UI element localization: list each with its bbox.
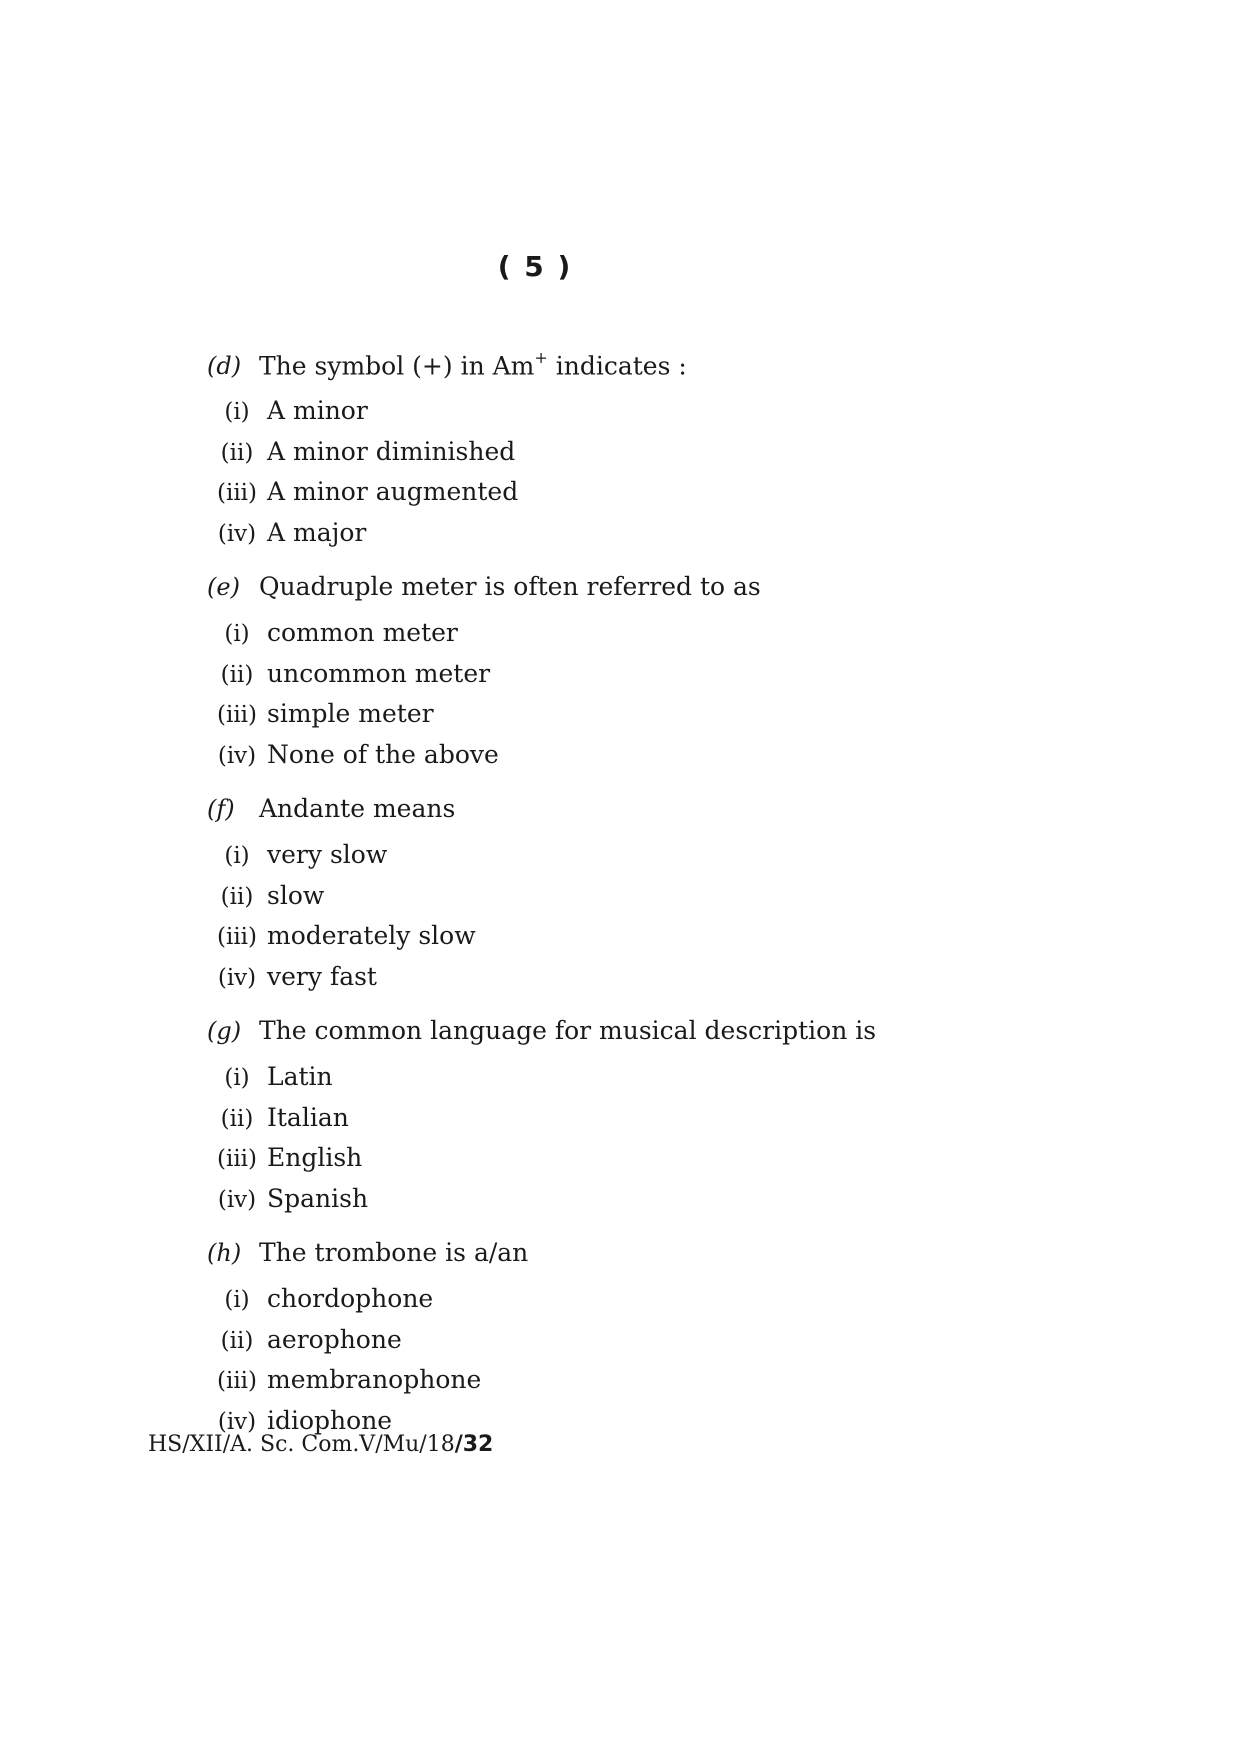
option-number: (i) (224, 621, 250, 647)
option-text: simple meter (267, 699, 434, 728)
option-item (207, 1325, 1107, 1366)
option-item (207, 840, 1107, 881)
question-f (207, 794, 1107, 1002)
option-number: (iv) (217, 1186, 257, 1213)
option-item (207, 1365, 1107, 1406)
question-text-part: indicates : (547, 351, 687, 381)
footer-code (148, 1432, 493, 1457)
question-list (207, 350, 1107, 1460)
option-item (207, 740, 1107, 781)
option-number: (iii) (216, 702, 257, 728)
option-list (207, 840, 1107, 1002)
question-e (207, 572, 1107, 780)
option-number: (ii) (220, 439, 254, 466)
option-item (207, 962, 1107, 1003)
question-d (207, 350, 1107, 558)
option-number: (iv) (217, 964, 257, 991)
option-number: (ii) (220, 883, 254, 910)
option-text: very slow (267, 840, 388, 869)
question-letter: (d) (207, 352, 242, 381)
option-item (207, 518, 1107, 559)
option-number: (iv) (217, 520, 257, 547)
superscript-plus: + (534, 348, 548, 367)
option-number: (iv) (217, 1408, 257, 1435)
option-text: A major (267, 517, 367, 547)
option-text: membranophone (267, 1365, 482, 1394)
option-text: slow (267, 880, 325, 910)
option-item (207, 437, 1107, 478)
option-number: (iii) (216, 1368, 257, 1394)
option-number: (i) (224, 1287, 250, 1313)
option-text: common meter (267, 618, 458, 647)
option-list (207, 1284, 1107, 1446)
option-text: A minor diminished (267, 436, 516, 466)
option-item (207, 396, 1107, 437)
option-item (207, 1184, 1107, 1225)
option-list (207, 618, 1107, 780)
option-list (207, 1062, 1107, 1224)
option-item (207, 881, 1107, 922)
option-number: (iii) (216, 480, 257, 506)
option-item (207, 659, 1107, 700)
option-number: (iii) (216, 1146, 257, 1172)
option-number: (iii) (216, 924, 257, 950)
footer-code-text: HS/XII/A. Sc. Com.V/Mu/18 (148, 1432, 455, 1457)
question-h (207, 1238, 1107, 1446)
option-text: moderately slow (267, 921, 476, 950)
question-g (207, 1016, 1107, 1224)
option-text: very fast (267, 961, 377, 991)
question-letter: (h) (207, 1239, 242, 1267)
question-letter: (f) (207, 795, 235, 823)
option-number: (i) (224, 1065, 250, 1091)
option-text: chordophone (267, 1284, 434, 1313)
question-text: Andante means (259, 794, 456, 823)
option-text: Spanish (267, 1183, 369, 1213)
option-number: (ii) (220, 661, 254, 688)
option-text: A minor augmented (267, 477, 519, 506)
question-text (259, 350, 687, 380)
question-text: Quadruple meter is often referred to as (259, 572, 761, 601)
option-number: (i) (224, 399, 250, 425)
option-text: A minor (267, 396, 368, 425)
option-item (207, 477, 1107, 518)
option-item (207, 1103, 1107, 1144)
footer-code-bold: /32 (454, 1432, 494, 1457)
option-number: (iv) (217, 742, 257, 769)
option-item (207, 1284, 1107, 1325)
option-text: Latin (267, 1062, 333, 1091)
option-number: (ii) (220, 1105, 254, 1132)
option-text: Italian (267, 1102, 349, 1132)
question-letter: (e) (207, 573, 240, 601)
question-text: The trombone is a/an (259, 1238, 529, 1267)
option-item (207, 1143, 1107, 1184)
question-text-part: The symbol (+) in Am (259, 351, 535, 381)
option-number: (ii) (220, 1327, 254, 1354)
page-number: ( 5 ) (497, 250, 573, 283)
option-item (207, 699, 1107, 740)
option-number: (i) (224, 843, 250, 869)
option-list (207, 396, 1107, 558)
option-text: idiophone (267, 1405, 393, 1435)
question-letter: (g) (207, 1017, 242, 1045)
option-text: None of the above (267, 739, 499, 769)
option-item (207, 921, 1107, 962)
option-text: English (267, 1143, 363, 1172)
question-text: The common language for musical description is (259, 1016, 877, 1045)
option-item (207, 618, 1107, 659)
option-text: uncommon meter (267, 658, 491, 688)
option-text: aerophone (267, 1324, 402, 1354)
option-item (207, 1062, 1107, 1103)
